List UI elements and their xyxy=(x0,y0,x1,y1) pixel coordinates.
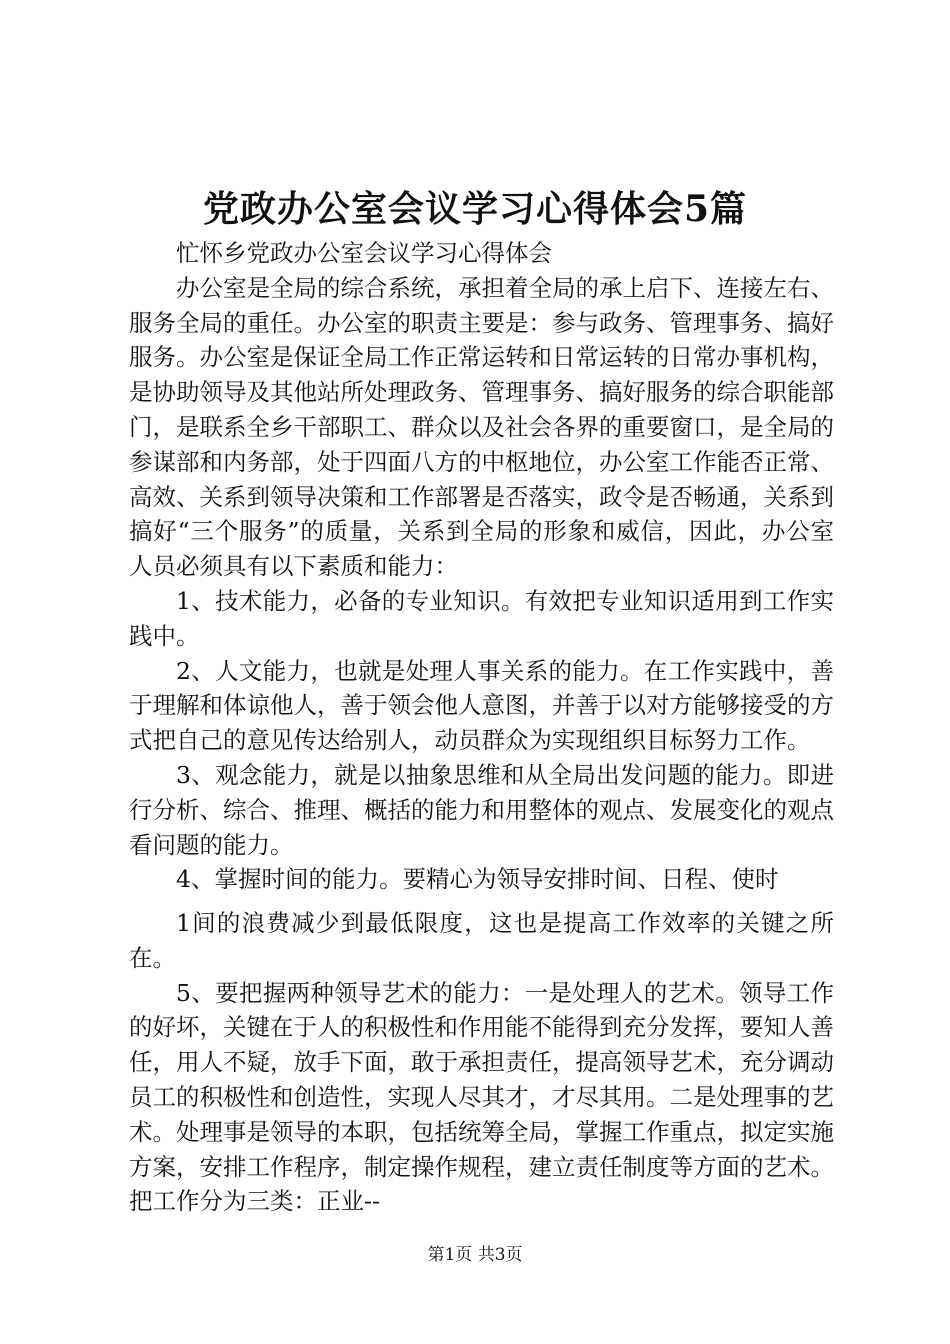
intro-paragraph: 办公室是全局的综合系统，承担着全局的承上启下、连接左右、服务全局的重任。办公室的职责主要是：参与政务、管理事务、搞好服务。办公室是保证全局工作正常运转和日常运转的日常办事机构，是协助领导及其他站所处理政务、管理事务、搞好服务的综合职能部门，是联系全乡干部职工、群众以及社会各界的重要窗口，是全局的参谋部和内务部，处于四面八方的中枢地位，办公室工作能否正常、高效、关系到领导决策和工作部署是否落实，政令是否畅通，关系到搞好“三个服务”的质量，关系到全局的形象和威信，因此，办公室人员必须具有以下素质和能力： xyxy=(129,273,834,581)
item-2-paragraph: 2、人文能力，也就是处理人事关系的能力。在工作实践中，善于理解和体谅他人，善于领会他人意图，并善于以对方能够接受的方式把自己的意见传达给别人，动员群众为实现组织目标努力工作。 xyxy=(129,656,834,755)
document-body-part2 xyxy=(129,906,834,1219)
item-4-continued-paragraph: 1间的浪费减少到最低限度，这也是提高工作效率的关键之所在。 xyxy=(129,909,834,972)
item-1-paragraph: 1、技术能力，必备的专业知识。有效把专业知识适用到工作实践中。 xyxy=(129,586,834,650)
page-number-footer: 第1页 共3页 xyxy=(427,1245,523,1265)
document-body-part1 xyxy=(129,236,834,897)
document-title: 党政办公室会议学习心得体会5篇 xyxy=(202,188,748,230)
subtitle-paragraph: 忙怀乡党政办公室会议学习心得体会 xyxy=(176,239,552,267)
item-5-paragraph: 5、要把握两种领导艺术的能力：一是处理人的艺术。领导工作的好坏，关键在于人的积极性和作用能不能得到充分发挥，要知人善任，用人不疑，放手下面，敢于承担责任，提高领导艺术，充分调动员工的积极性和创造性，实现人尽其才，才尽其用。二是处理事的艺术。处理事是领导的本职，包括统筹全局，掌握工作重点，拟定实施方案，安排工作程序，制定操作规程，建立责任制度等方面的艺术。把工作分为三类：正业-- xyxy=(129,978,834,1216)
item-4-paragraph: 4、掌握时间的能力。要精心为领导安排时间、日程、使时 xyxy=(176,865,779,894)
item-3-paragraph: 3、观念能力，就是以抽象思维和从全局出发问题的能力。即进行分析、综合、推理、概括的能力和用整体的观点、发展变化的观点看问题的能力。 xyxy=(129,760,834,859)
